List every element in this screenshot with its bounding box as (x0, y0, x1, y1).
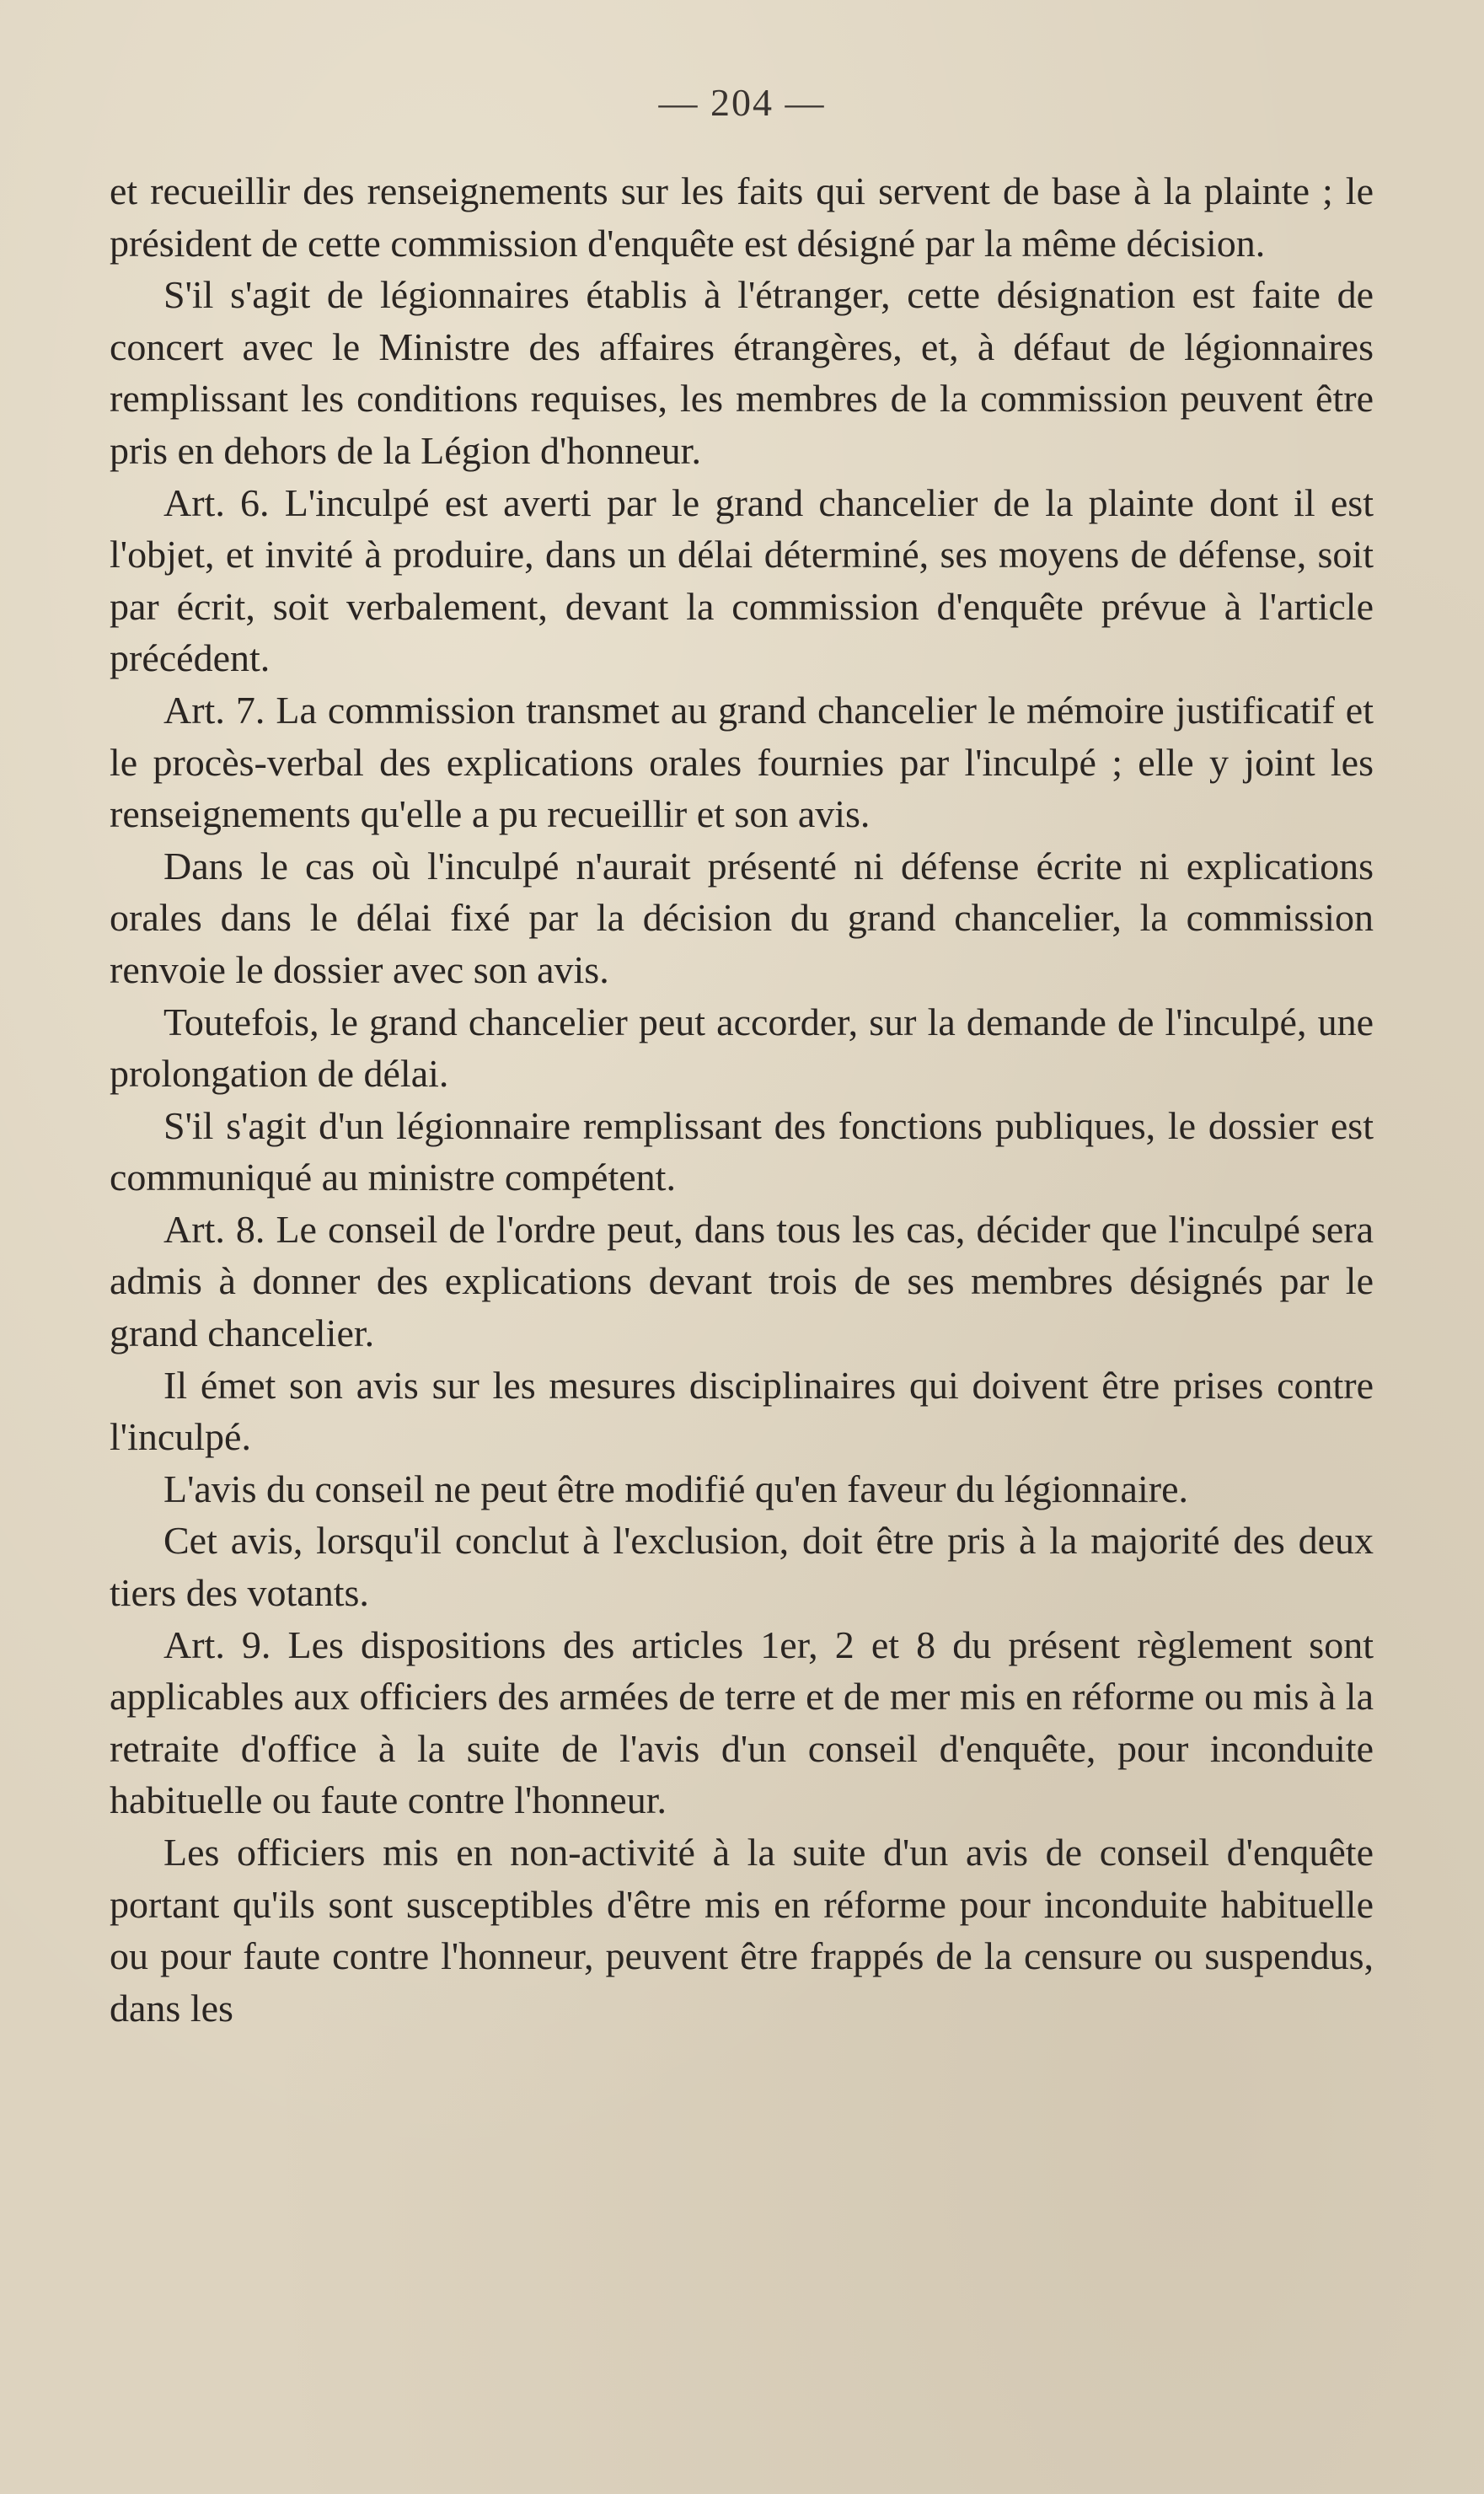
paragraph-article-9-non-activity: Les officiers mis en non-activité à la suite d'un avis de conseil d'enquête portant qu'ils sont susceptibles d'être mis en réforme pour inconduite habituelle ou pour faute contre l'honneur, peuvent être frappés de la censure ou suspendus, dans les (110, 1831, 1374, 2030)
paragraph-continuation: et recueillir des renseignements sur les faits qui servent de base à la plainte ; le président de cette commission d'enquête est désigné par la même décision. (110, 169, 1374, 265)
paragraph-article-8: Art. 8. Le conseil de l'ordre peut, dans tous les cas, décider que l'inculpé sera admis à donner des explications devant trois de ses membres désignés par le grand chancelier. (110, 1207, 1374, 1355)
paragraph-article-6: Art. 6. L'inculpé est averti par le grand chancelier de la plainte dont il est l'objet, et invité à produire, dans un délai déterminé, ses moyens de défense, soit par écrit, soit verbalement, devant la commission d'enquête prévue à l'article précédent. (110, 480, 1374, 680)
body-text (110, 165, 1374, 2034)
paragraph-article-9: Art. 9. Les dispositions des articles 1er, 2 et 8 du présent règlement sont applicables aux officiers des armées de terre et de mer mis en réforme ou mis à la retraite d'office à la suite de l'avis d'un conseil d'enquête, pour inconduite habituelle ou faute contre l'honneur. (110, 1622, 1374, 1822)
paragraph-article-7-public-functions: S'il s'agit d'un légionnaire remplissant des fonctions publiques, le dossier est communiqué au ministre compétent. (110, 1103, 1374, 1199)
paragraph-article-7-extension: Toutefois, le grand chancelier peut accorder, sur la demande de l'inculpé, une prolongation de délai. (110, 1000, 1374, 1096)
paragraph-article-8-modification: L'avis du conseil ne peut être modifié qu'en faveur du légionnaire. (163, 1467, 1188, 1510)
paragraph-article-8-majority: Cet avis, lorsqu'il conclut à l'exclusion, doit être pris à la majorité des deux tiers des votants. (110, 1519, 1374, 1615)
paragraph-article-7-no-defense: Dans le cas où l'inculpé n'aurait présenté ni défense écrite ni explications orales dans le délai fixé par la décision du grand chancelier, la commission renvoie le dossier avec son avis. (110, 844, 1374, 991)
paragraph-article-8-opinion: Il émet son avis sur les mesures disciplinaires qui doivent être prises contre l'inculpé. (110, 1363, 1374, 1459)
page-number: — 204 — (658, 81, 826, 124)
paragraph-foreign-legionnaires: S'il s'agit de légionnaires établis à l'étranger, cette désignation est faite de concert avec le Ministre des affaires étrangères, et, à défaut de légionnaires remplissant les conditions requises, les membres de la commission peuvent être pris en dehors de la Légion d'honneur. (110, 273, 1374, 472)
paragraph-article-7: Art. 7. La commission transmet au grand chancelier le mémoire justificatif et le procès-verbal des explications orales fournies par l'inculpé ; elle y joint les renseignements qu'elle a pu recueillir et son avis. (110, 688, 1374, 836)
